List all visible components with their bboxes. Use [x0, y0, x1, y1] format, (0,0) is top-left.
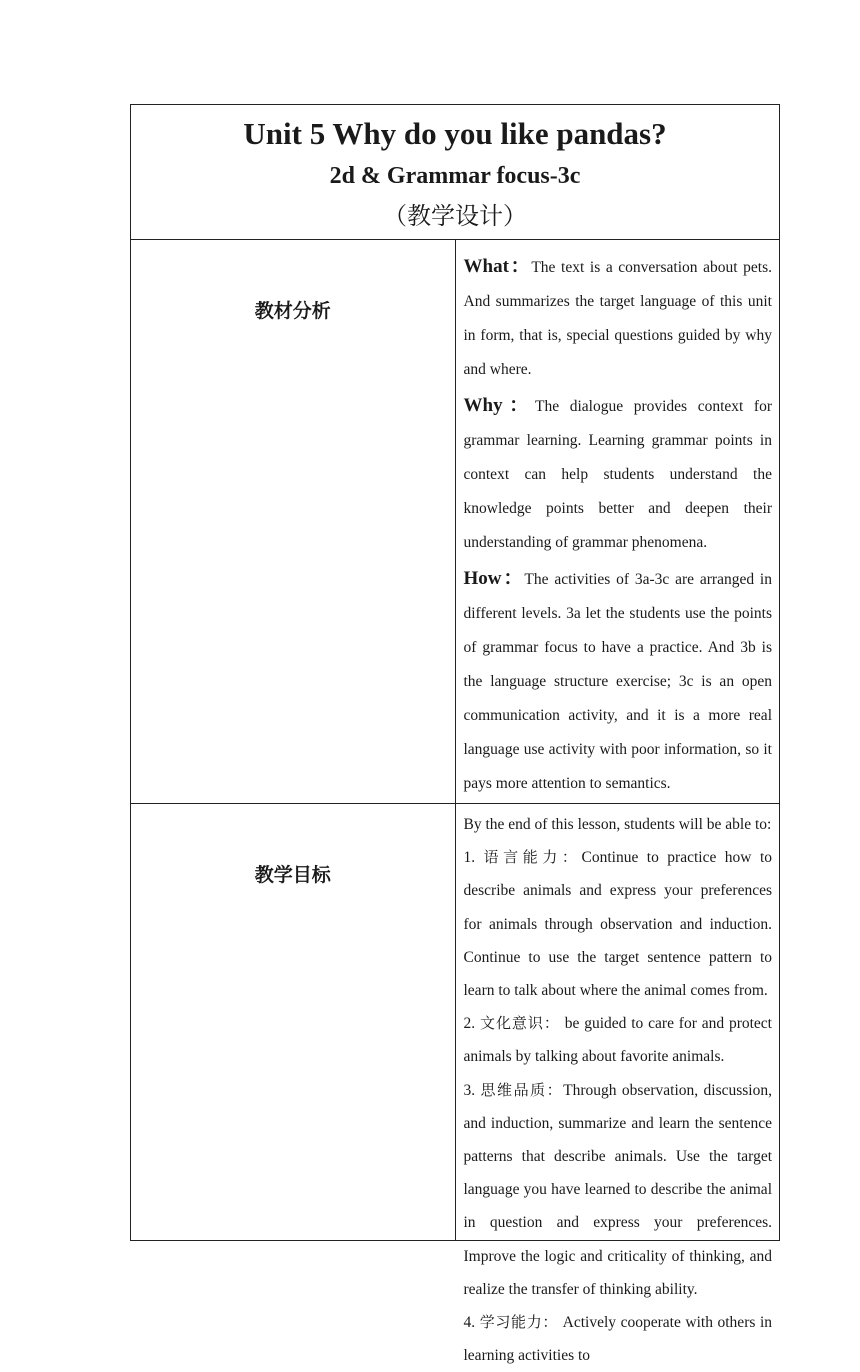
- objective-num: 4.: [463, 1314, 480, 1332]
- objectives-label-cell: [131, 804, 456, 1241]
- why-key: Why：: [463, 395, 536, 416]
- objective-num: 2.: [463, 1015, 480, 1033]
- analysis-content: [455, 240, 780, 804]
- objective-item-4: [464, 1306, 773, 1372]
- analysis-label: 教材分析: [254, 300, 331, 322]
- how-paragraph: [464, 562, 773, 801]
- objective-num: 3.: [463, 1081, 481, 1099]
- objectives-content: [455, 804, 780, 1365]
- objective-cn-label: 学习能力：: [479, 1313, 559, 1332]
- objective-item-1: [464, 841, 773, 1007]
- unit-title: Unit 5 Why do you like pandas?: [243, 116, 667, 151]
- design-label: （教学设计）: [383, 202, 527, 230]
- objective-text: Through observation, discussion, and induction, summarize and learn the sentence patterns that describe animals. Use the target language you have learned to describe the animal in question and express your preferences. Improve the logic and criticality of thinking, and realize the transfer of thinking ability.: [463, 1081, 772, 1298]
- objective-cn-label: 文化意识：: [479, 1014, 560, 1033]
- what-paragraph: [464, 250, 773, 387]
- why-paragraph: [464, 389, 773, 560]
- lesson-subtitle: 2d & Grammar focus-3c: [329, 163, 581, 189]
- objective-cn-label: 思维品质：: [480, 1080, 564, 1099]
- objectives-clip: [463, 808, 773, 1365]
- lesson-plan-table: [130, 104, 780, 1365]
- objective-cn-label: 语言能力：: [483, 848, 582, 867]
- objective-num: 1.: [463, 849, 484, 867]
- objective-item-3: [464, 1074, 773, 1306]
- analysis-label-cell: [131, 240, 456, 804]
- objectives-intro: By the end of this lesson, students will be able to:: [463, 816, 772, 833]
- how-key: How：: [463, 568, 525, 589]
- what-text: The text is a conversation about pets. And summarizes the target language of this unit in form, that is, special questions guided by why and where.: [463, 259, 772, 378]
- what-key: What：: [463, 256, 532, 277]
- objectives-label: 教学目标: [254, 864, 331, 886]
- objective-item-2: [464, 1007, 773, 1073]
- objective-text: Actively cooperate with others in learning activities to: [463, 1314, 772, 1365]
- how-text: The activities of 3a-3c are arranged in different levels. 3a let the students use the points of grammar focus to have a practice. And 3b is the language structure exercise; 3c is an open communication activity, and it is a more real language use activity with poor information, so it pays more attention to semantics.: [463, 571, 772, 792]
- why-text: The dialogue provides context for grammar learning. Learning grammar points in context can help students understand the knowledge points better and deepen their understanding of grammar phenomena.: [463, 398, 772, 551]
- title-cell: [131, 105, 780, 240]
- objective-text: Continue to practice how to describe animals and express your preferences for animals through observation and induction. Continue to use the target sentence pattern to learn to talk about where the animal comes from.: [463, 849, 772, 1000]
- objective-text: be guided to care for and protect animals by talking about favorite animals.: [463, 1015, 772, 1066]
